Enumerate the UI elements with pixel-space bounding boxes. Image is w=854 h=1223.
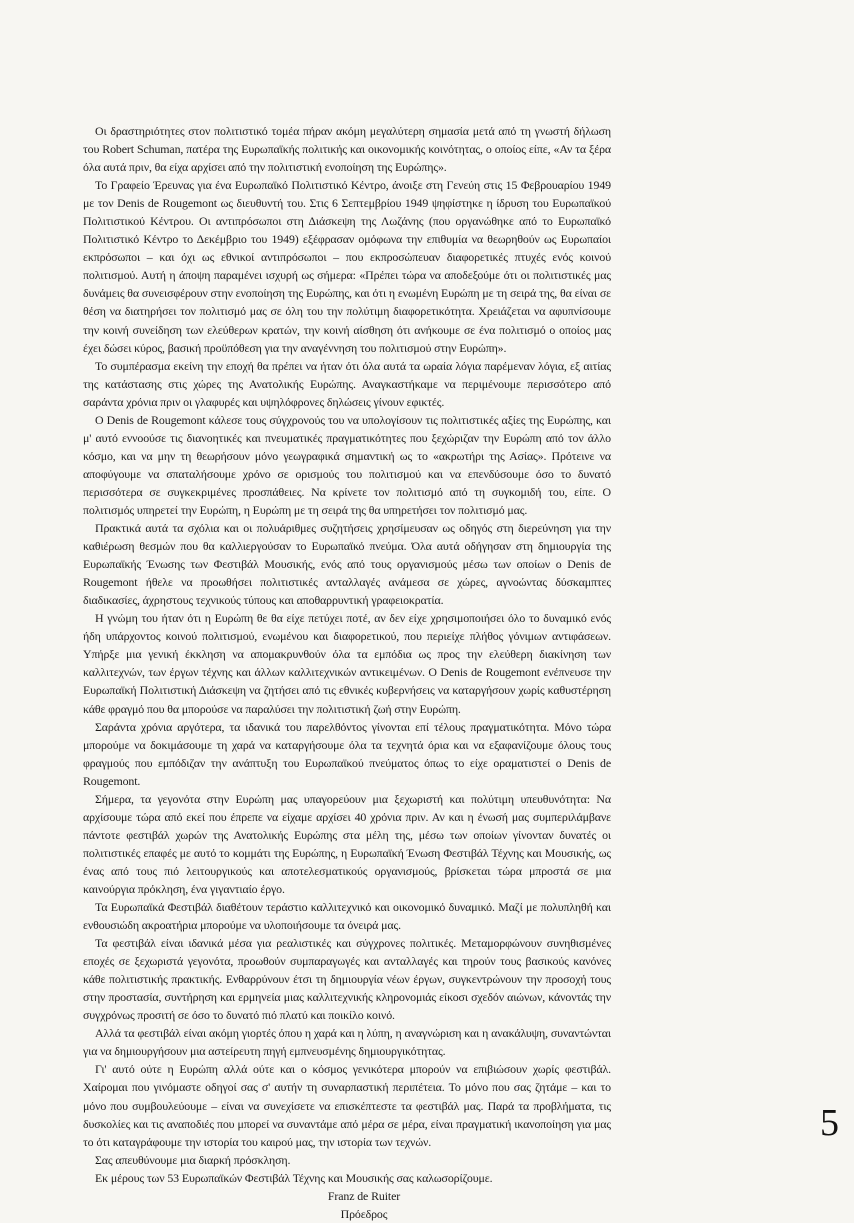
paragraph-4: Ο Denis de Rougemont κάλεσε τους σύγχρονούς του να υπολογίσουν τις πολιτιστικές αξίες της Ευρώπης, και μ' αυτό εννοούσε τις διανοητικές και πνευματικές πραγματικότητες που ξεχώριζαν την Ευρώπη από τον άλλο κόσμο, και να μην τη θεωρήσουν μόνο γεωγραφικά σημαντική ως το «ακρωτήρι της Ασίας». Πρότεινε να αποφύγουμε να σπαταλήσουμε χρόνο σε ορισμούς του πολιτισμού και να επενδύσουμε όσο το δυνατό περισσότερα σε συγκεκριμένες προσπάθειες. Να κρίνετε τον πολιτισμό από τη συγκομιδή του, είπε. Ο πολιτισμός υπηρετεί την Ευρώπη, η Ευρώπη με τη σειρά της θα υπηρετήσει τον πολιτισμό μας. [83,412,611,517]
paragraph-10: Τα φεστιβάλ είναι ιδανικά μέσα για ρεαλιστικές και σύγχρονες πολιτικές. Μεταμορφώνουν συνηθισμένες εποχές σε ξεχωριστά γεγονότα, προωθούν συμπαραγωγές και ανταλλαγές και τηρούν τους βασικούς κανόνες κάθε πολιτιστικής πρακτικής. Ενθαρρύνουν έτσι τη δημιουργία νέων έργων, συγκεντρώνουν την προσοχή τους στην προστασία, συντήρηση και ερμηνεία μιας καλλιτεχνικής κληρονομιάς είκοσι σχεδόν αιώνων, κάνοντάς την συγχρόνως προσιτή σε όσο το δυνατό πιό πλατύ και ποικίλο κοινό. [83,936,611,1023]
paragraph-7: Σαράντα χρόνια αργότερα, τα ιδανικά του παρελθόντος γίνονται επί τέλους πραγματικότητα. Μόνο τώρα μπορούμε να δοκιμάσουμε τη χαρά να καταργήσουμε όλα τα τεχνητά όρια και να εξαφανίζουμε όλους τους φραγμούς που εμπόδιζαν την ανάπτυξη του Ευρωπαϊκού πνεύματος όπως το είχε οραματιστεί ο Denis de Rougemont. [83,719,611,788]
body-text [83,122,611,1223]
paragraph-14: Εκ μέρους των 53 Ευρωπαϊκών Φεστιβάλ Τέχνης και Μουσικής σας καλωσορίζουμε. [95,1170,493,1185]
paragraph-6: Η γνώμη του ήταν ότι η Ευρώπη θε θα είχε πετύχει ποτέ, αν δεν είχε χρησιμοποιήσει όλο το δυναμικό ενός ήδη υπάρχοντος κοινού πολιτισμού, ενωμένου και διαφορετικού, που περιείχε πλήθος γόνιμων αντιφάσεων. Υπήρξε μια γενική έκκληση να απομακρυνθούν όλα τα εμπόδια ως προς την ελεύθερη διακίνηση των καλλιτεχνών, των έργων τέχνης και άλλων καλλιτεχνικών αντικειμένων. Ο Denis de Rougemont ενέπνευσε την Ευρωπαϊκή Πολιτιστική Διάσκεψη να ζητήσει από τις εθνικές κυβερνήσεις να καταργήσουν χωρίς καθυστέρηση κάθε φραγμό που θα μπορούσε να παραλύσει την πολιτιστική ζωή στην Ευρώπη. [83,611,611,716]
paragraph-9: Τα Ευρωπαϊκά Φεστιβάλ διαθέτουν τεράστιο καλλιτεχνικό και οικονομικό δυναμικό. Μαζί με πολυπληθή και ενθουσιώδη ακροατήρια μπορούμε να υλοποιήσουμε τα όνειρά μας. [83,900,611,933]
signature-name: Franz de Ruiter [327,1188,401,1203]
paragraph-8: Σήμερα, τα γεγονότα στην Ευρώπη μας υπαγορεύουν μια ξεχωριστή και πολύτιμη υπευθυνότητα: Να αρχίσουμε τώρα από εκεί που έπρεπε να είχαμε αρχίσει 40 χρόνια πριν. Αν και η ένωσή μας συμπεριλάμβανε πάντοτε φεστιβάλ χωρών της Ανατολικής Ευρώπης στα μέλη της, μέσω των οποίων γίνονταν δυνατές οι πολιτιστικές επαφές με αυτό το κομμάτι της Ευρώπης, η Ευρωπαϊκή Ένωση Φεστιβάλ Τέχνης και Μουσικής, ως ένας από τους πιό λειτουργικούς και αποτελεσματικούς οργανισμούς, βρίσκεται τώρα μπροστά σε μια καινούργια πρόκληση, ένα γιγαντιαίο έργο. [83,791,611,896]
paragraph-1: Οι δραστηριότητες στον πολιτιστικό τομέα πήραν ακόμη μεγαλύτερη σημασία μετά από τη γνωστή δήλωση του Robert Schuman, πατέρα της Ευρωπαϊκής πολιτικής και οικονομικής κοινότητας, ο οποίος είπε, «Αν τα ξέρα όλα αυτά πριν, θα είχα αρχίσει από την πολιτιστική ενοποίηση της Ευρώπης». [83,124,611,175]
signature-title: Πρόεδρος [340,1206,388,1221]
page-number: 5 [820,1102,839,1144]
paragraph-12: Γι' αυτό ούτε η Ευρώπη αλλά ούτε και ο κόσμος γενικότερα μπορούν να επιβιώσουν χωρίς φεστιβάλ. Χαίρομαι που γινόμαστε οδηγοί σας σ' αυτήν τη συναρπαστική περιπέτεια. Το μόνο που σας ζητάμε – και το μόνο που συμβουλεύουμε – είναι να συνεχίσετε να επισκέπτεστε τα φεστιβάλ μας. Παρά τα προβλήματα, τις δυσκολίες και τις αναποδιές που μπορεί να συναντάμε από μέρα σε μέρα, είναι πραγματική ικανοποίηση για μας το ότι καταγράφουμε την ιστορία του καιρού μας, την ιστορία των τεχνών. [83,1062,611,1149]
paragraph-2: Το Γραφείο Έρευνας για ένα Ευρωπαϊκό Πολιτιστικό Κέντρο, άνοιξε στη Γενεύη στις 15 Φεβρουαρίου 1949 με τον Denis de Rougemont ως διευθυντή του. Στις 6 Σεπτεμβρίου 1949 ψηφίστηκε η ίδρυση του Ευρωπαϊκού Πολιτιστικού Κέντρου. Οι αντιπρόσωποι στη Διάσκεψη της Λωζάνης (που οργανώθηκε από το Ευρωπαϊκό Πολιτιστικό Κέντρο το Δεκέμβριο του 1949) εξέφρασαν ομόφωνα την επιθυμία να θεωρηθούν ως Ευρωπαίοι εκπρόσωποι – και όχι ως εθνικοί αντιπρόσωποι – που εκπροσώπευαν διαφορετικές πτυχές ενός κοινού πολιτισμού. Αυτή η άποψη παραμένει ισχυρή ως σήμερα: «Πρέπει τώρα να αποδεξούμε ότι οι πολιτιστικές μας δυνάμεις θα συνεισφέρουν στην ενοποίηση της Ευρώπης, και ότι η ενωμένη Ευρώπη με τη σειρά της, θα είναι σε θέση να διατηρήσει τον πολιτισμό μας σε όλη του την πολύτιμη διαφορετικότητα. Χρειάζεται να αφυπνίσουμε την κοινή συνείδηση των ελεύθερων κρατών, την κοινή αίσθηση ότι ανήκουμε σε ένα πολιτισμό ο οποίος μας έχει δώσει κύρος, βασική προϋπόθεση για την αναγέννηση του πολιτισμού στην Ευρώπη». [83,178,611,355]
paragraph-3: Το συμπέρασμα εκείνη την εποχή θα πρέπει να ήταν ότι όλα αυτά τα ωραία λόγια παρέμεναν λόγια, εξ αιτίας της κατάστασης στις χώρες της Ανατολικής Ευρώπης. Αναγκαστήκαμε να περιμένουμε περισσότερο από σαράντα χρόνια πριν οι γλαφυρές και υψηλόφρονες δηλώσεις γίνουν εφικτές. [83,358,611,409]
paragraph-13: Σας απευθύνουμε μια διαρκή πρόσκληση. [95,1152,291,1167]
paragraph-5: Πρακτικά αυτά τα σχόλια και οι πολυάριθμες συζητήσεις χρησίμευσαν ως οδηγός στη διερεύνηση για την καθιέρωση θεσμών που θα καλλιεργούσαν το Ευρωπαϊκό πνεύμα. Όλα αυτά οδήγησαν στη δημιουργία της Ευρωπαϊκής Ένωσης των Φεστιβάλ Μουσικής, ενός από τους οργανισμούς μέσω των οποίων ο Denis de Rougemont ήθελε να προωθήσει πολιτιστικές ανταλλαγές ανάμεσα σε χώρες, αγνοώντας δύσκαμπτες διαδικασίες, άχρηστους τεχνικούς τύπους και αποθαρρυντική γραφειοκρατία. [83,521,611,608]
paragraph-11: Αλλά τα φεστιβάλ είναι ακόμη γιορτές όπου η χαρά και η λύπη, η αναγνώριση και η ανακάλυψη, συναντώνται για να δημιουργήσουν μια αστείρευτη πηγή εμπνευσμένης δημιουργικότητας. [83,1026,611,1059]
